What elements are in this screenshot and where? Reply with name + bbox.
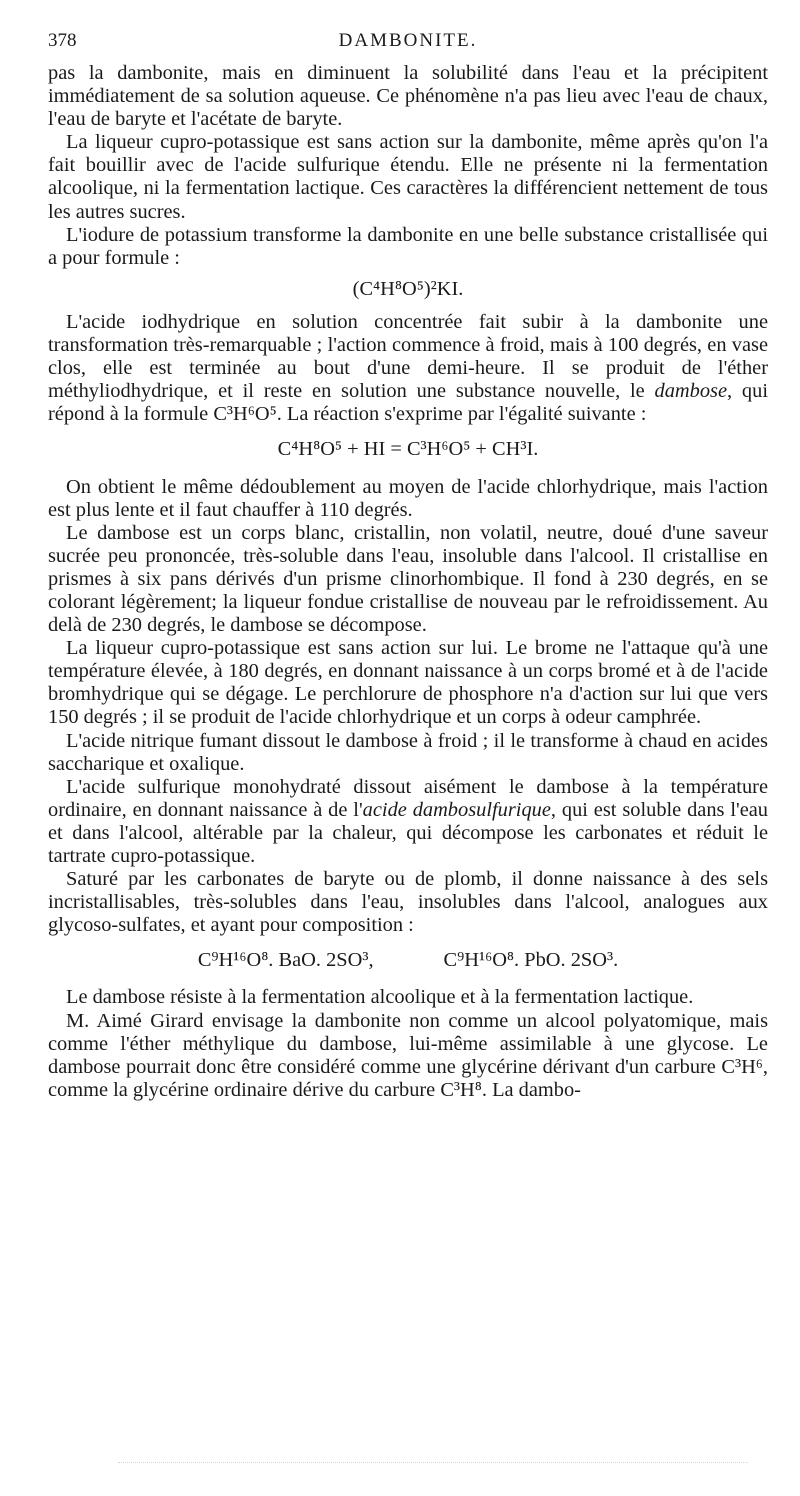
paragraph-2: La liqueur cupro-potassique est sans action sur la dambonite, même après qu'on l'a fait bouillir avec de l'acide sulfurique étendu. Elle ne présente ni la fermentation alcoolique, ni la fermentation lactique. Ces caractères la différencient nettement de tous les autres sucres.: [48, 131, 768, 223]
formula-baryte-salt: C⁹H¹⁶O⁸. BaO. 2SO³,: [197, 949, 374, 972]
formula-salts: [48, 949, 768, 972]
paragraph-4-text: L'acide iodhydrique en solution concentrée fait subir à la dambonite une transformation très-remarquable ; l'action commence à froid, mais à 100 degrés, en vase clos, elle est terminée au bout d'une demi-heure. Il se produit de l'éther méthyliodhydrique, et il reste en solution une substance nouvelle, le: [48, 310, 768, 403]
paragraph-9: [48, 776, 768, 868]
footer-rule: [118, 1462, 748, 1463]
paragraph-9-text: L'acide sulfurique monohydraté dissout aisément le dambose à la température ordinaire, en donnant naissance à de l': [48, 775, 768, 821]
running-title: DAMBONITE.: [338, 30, 478, 51]
paragraph-6: Le dambose est un corps blanc, cristallin, non volatil, neutre, doué d'une saveur sucrée peu prononcée, très-soluble dans l'eau, insoluble dans l'alcool. Il cristallise en prismes à six pans dérivés d'un prisme clinorhombique. Il fond à 230 degrés, en se colorant légèrement; la liqueur fondue cristallise de nouveau par le refroidissement. Au delà de 230 degrés, le dambose se décompose.: [48, 521, 768, 637]
term-dambose: dambose: [654, 380, 728, 403]
formula-plomb-salt: C⁹H¹⁶O⁸. PbO. 2SO³.: [443, 949, 619, 972]
book-page: [48, 30, 768, 1102]
paragraph-3: L'iodure de potassium transforme la dambonite en une belle substance cristallisée qui a pour formule :: [48, 223, 768, 269]
paragraph-11: Le dambose résiste à la fermentation alcoolique et à la fermentation lactique.: [66, 986, 694, 1009]
paragraph-4: [48, 311, 768, 426]
formula-iodide: (C⁴H⁸O⁵)²KI.: [352, 277, 464, 300]
paragraph-10: Saturé par les carbonates de baryte ou de plomb, il donne naissance à des sels incristallisables, très-solubles dans l'eau, insolubles dans l'alcool, analogues aux glycoso-sulfates, et ayant pour composition :: [48, 868, 768, 937]
paragraph-9-text-end: , qui est soluble dans l'eau et dans l'alcool, altérable par la chaleur, qui décompose les carbonates et réduit le tartrate cupro-potassique.: [48, 798, 768, 867]
paragraph-8: L'acide nitrique fumant dissout le dambose à froid ; il le transforme à chaud en acides saccharique et oxalique.: [48, 729, 768, 775]
paragraph-5: On obtient le même dédoublement au moyen de l'acide chlorhydrique, mais l'action est plus lente et il faut chauffer à 110 degrés.: [48, 475, 768, 521]
page-header: [48, 30, 768, 62]
page-body: [48, 62, 768, 1102]
page-number: 378: [48, 30, 77, 51]
paragraph-7: La liqueur cupro-potassique est sans action sur lui. Le brome ne l'attaque qu'à une température élevée, à 180 degrés, en donnant naissance à un corps bromé et à de l'acide bromhydrique qui se dégage. Le perchlorure de phosphore n'a d'action sur lui que vers 150 degrés ; il se produit de l'acide chlorhydrique et un corps à odeur camphrée.: [48, 637, 768, 729]
paragraph-4-text-end: , qui répond à la formule C³H⁶O⁵. La réaction s'exprime par l'égalité suivante :: [48, 380, 768, 426]
paragraph-12: M. Aimé Girard envisage la dambonite non comme un alcool polyatomique, mais comme l'éther méthylique du dambose, lui-même assimilable à une glycose. Le dambose pourrait donc être considéré comme une glycérine dérivant d'un carbure C³H⁶, comme la glycérine ordinaire dérive du carbure C³H⁸. La dambo-: [48, 1009, 768, 1101]
paragraph-1: pas la dambonite, mais en diminuent la solubilité dans l'eau et la précipitent immédiatement de sa solution aqueuse. Ce phénomène n'a pas lieu avec l'eau de chaux, l'eau de baryte et l'acétate de baryte.: [48, 62, 768, 131]
term-acide-dambosulfurique: acide dambosulfurique: [362, 798, 551, 821]
formula-reaction: C⁴H⁸O⁵ + HI = C³H⁶O⁵ + CH³I.: [277, 438, 539, 461]
